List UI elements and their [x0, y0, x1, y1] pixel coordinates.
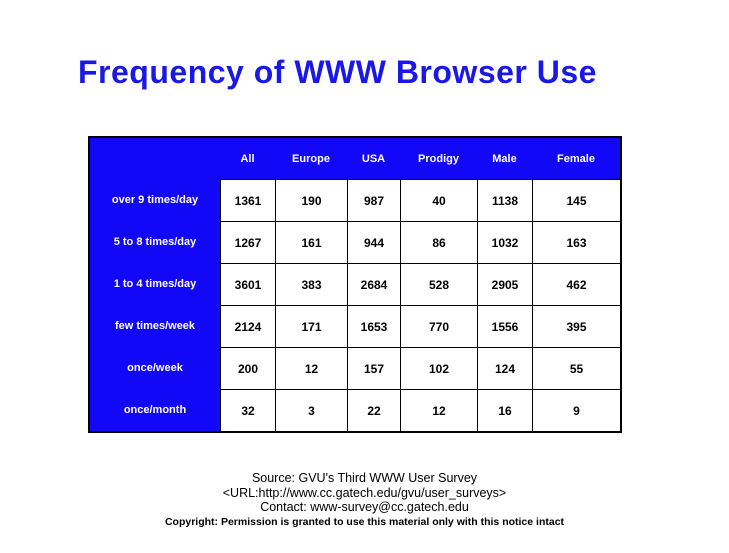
table-cell: 16 [477, 389, 532, 431]
column-header-female: Female [532, 138, 620, 179]
table-cell: 124 [477, 347, 532, 389]
table-cell: 161 [275, 221, 347, 263]
table-cell: 86 [400, 221, 477, 263]
table-cell: 40 [400, 179, 477, 221]
table-cell: 1267 [220, 221, 275, 263]
footer-contact: Contact: www-survey@cc.gatech.edu [260, 500, 469, 514]
row-label-once-week: once/week [90, 347, 220, 389]
table-cell: 171 [275, 305, 347, 347]
table-cell: 1361 [220, 179, 275, 221]
table-cell: 163 [532, 221, 620, 263]
table-cell: 2124 [220, 305, 275, 347]
table-cell: 462 [532, 263, 620, 305]
row-label-once-month: once/month [90, 389, 220, 431]
footer-url: <URL:http://www.cc.gatech.edu/gvu/user_surveys> [222, 485, 507, 500]
table-cell: 190 [275, 179, 347, 221]
table-corner-cell [90, 138, 220, 179]
table-cell: 3601 [220, 263, 275, 305]
table-cell: 3 [275, 389, 347, 431]
table-cell: 32 [220, 389, 275, 431]
table-cell: 395 [532, 305, 620, 347]
column-header-all: All [220, 138, 275, 179]
page-title: Frequency of WWW Browser Use [78, 54, 597, 90]
frequency-table [88, 136, 622, 433]
footer-copyright: Copyright: Permission is granted to use this material only with this notice intact [164, 515, 565, 528]
table-cell: 528 [400, 263, 477, 305]
table-cell: 12 [275, 347, 347, 389]
table-cell: 1653 [347, 305, 400, 347]
row-label-few-times-week: few times/week [90, 305, 220, 347]
table-cell: 157 [347, 347, 400, 389]
table-cell: 145 [532, 179, 620, 221]
footer [0, 471, 729, 530]
row-label-5-to-8-times-day: 5 to 8 times/day [90, 221, 220, 263]
table-cell: 22 [347, 389, 400, 431]
table-cell: 1032 [477, 221, 532, 263]
table-cell: 944 [347, 221, 400, 263]
table-cell: 55 [532, 347, 620, 389]
row-label-1-to-4-times-day: 1 to 4 times/day [90, 263, 220, 305]
table-cell: 2905 [477, 263, 532, 305]
table-cell: 9 [532, 389, 620, 431]
column-header-europe: Europe [275, 138, 347, 179]
table-cell: 1556 [477, 305, 532, 347]
table-cell: 383 [275, 263, 347, 305]
row-label-over-9-times-day: over 9 times/day [90, 179, 220, 221]
table-cell: 987 [347, 179, 400, 221]
footer-source: Source: GVU's Third WWW User Survey [251, 471, 478, 485]
table-cell: 1138 [477, 179, 532, 221]
table-cell: 102 [400, 347, 477, 389]
column-header-male: Male [477, 138, 532, 179]
table-cell: 770 [400, 305, 477, 347]
column-header-prodigy: Prodigy [400, 138, 477, 179]
column-header-usa: USA [347, 138, 400, 179]
table-cell: 2684 [347, 263, 400, 305]
table-cell: 200 [220, 347, 275, 389]
table-cell: 12 [400, 389, 477, 431]
